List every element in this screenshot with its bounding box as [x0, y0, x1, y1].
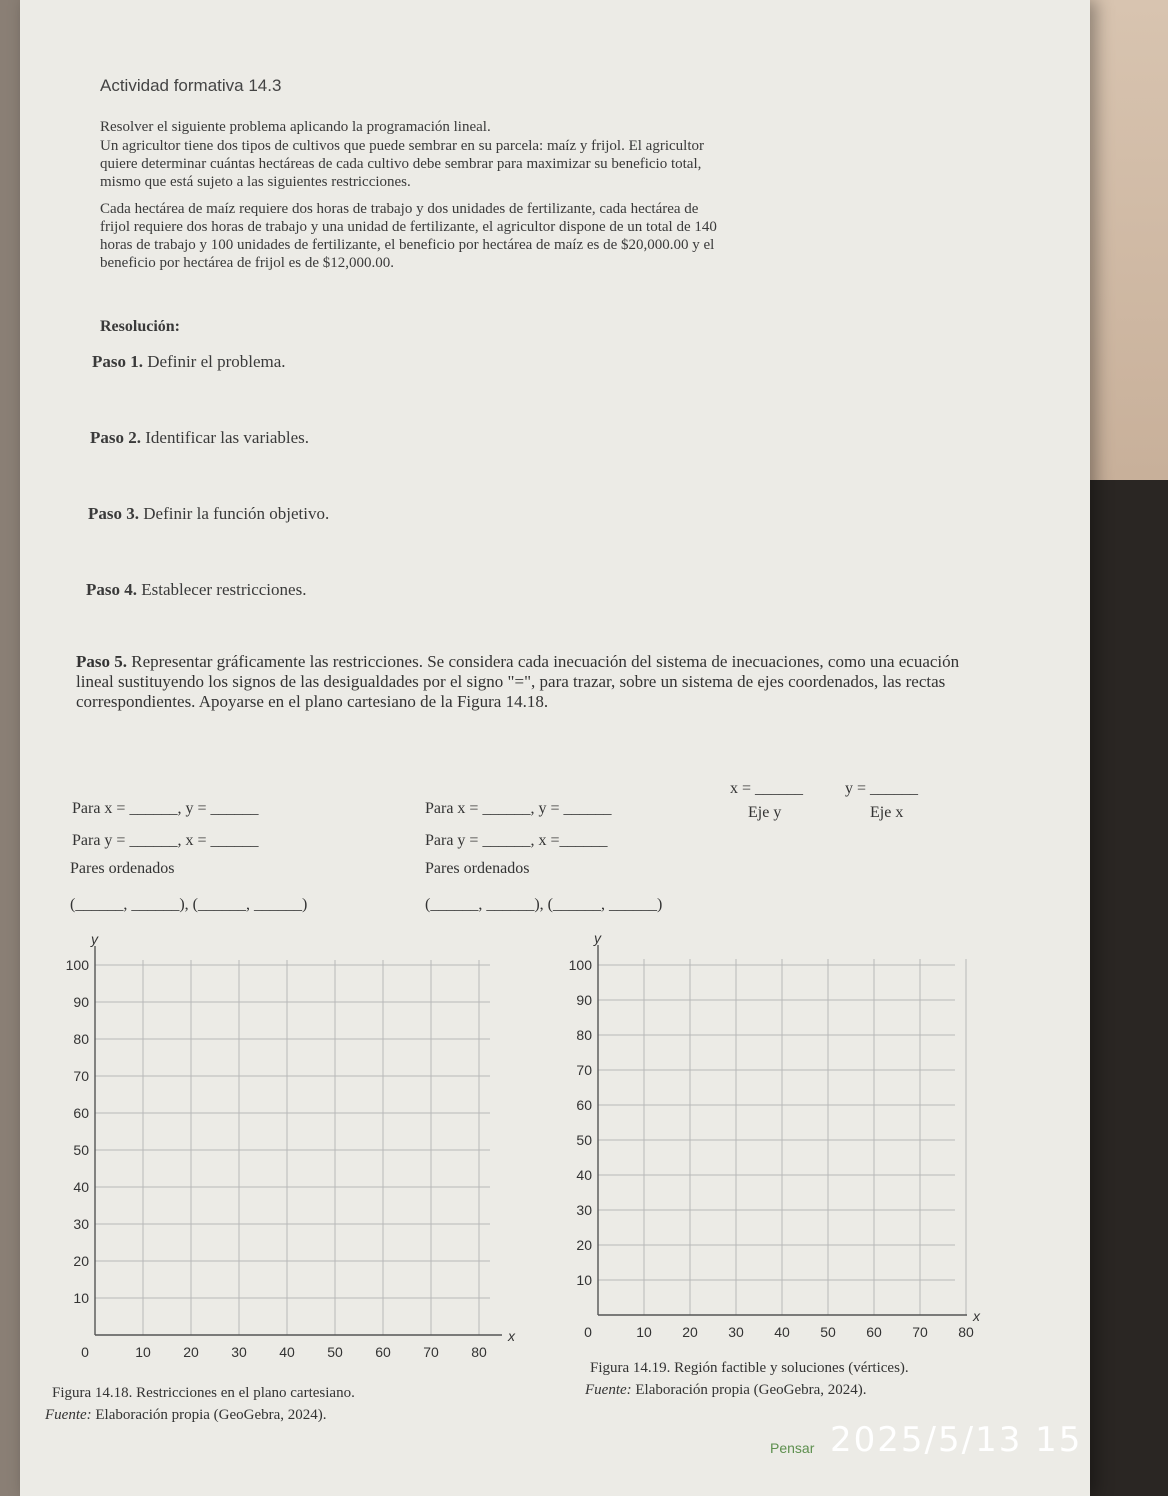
x-tick-label: 70	[423, 1344, 439, 1360]
para-y-blank-2[interactable]: Para y = ______, x =______	[425, 832, 608, 849]
y-tick-label: 70	[576, 1062, 592, 1078]
figure-14-19-caption: Figura 14.19. Región factible y soluciones (vértices).	[590, 1360, 909, 1376]
x-tick-label: 80	[471, 1344, 487, 1360]
figure-14-18-source: Fuente: Elaboración propia (GeoGebra, 2024).	[45, 1407, 327, 1423]
x-tick-label: 70	[912, 1324, 928, 1340]
problem-line: Cada hectárea de maíz requiere dos horas de trabajo y dos unidades de fertilizante, cada hectárea de	[100, 201, 699, 217]
y-tick-label: 50	[73, 1142, 89, 1158]
y-axis-label: y	[91, 931, 98, 947]
y-tick-label: 80	[576, 1027, 592, 1043]
y-tick-label: 80	[73, 1031, 89, 1047]
x-equals-blank[interactable]: x = ______	[730, 780, 804, 797]
y-tick-label: 90	[73, 994, 89, 1010]
pairs-blank-1[interactable]: (______, ______), (______, ______)	[70, 896, 308, 913]
resolucion-heading: Resolución:	[100, 318, 180, 335]
pares-ordenados-2: Pares ordenados	[425, 860, 530, 877]
y-tick-label: 60	[576, 1097, 592, 1113]
para-x-blank-2[interactable]: Para x = ______, y = ______	[425, 800, 612, 817]
eje-x-label: Eje x	[870, 804, 904, 821]
y-tick-label: 100	[65, 957, 89, 973]
figure-14-19-source: Fuente: Elaboración propia (GeoGebra, 2024).	[585, 1382, 867, 1398]
y-tick-label: 60	[73, 1105, 89, 1121]
x-tick-label: 10	[135, 1344, 151, 1360]
problem-line: Un agricultor tiene dos tipos de cultivos que puede sembrar en su parcela: maíz y frijol. El agricultor	[100, 138, 704, 154]
figure-14-18-caption: Figura 14.18. Restricciones en el plano cartesiano.	[52, 1385, 355, 1401]
step-1: Paso 1. Definir el problema.	[92, 352, 286, 371]
y-axis-label: y	[594, 930, 601, 946]
problem-line: beneficio por hectárea de frijol es de $12,000.00.	[100, 255, 395, 271]
x-tick-label: 50	[820, 1324, 836, 1340]
graph-fig-14-18[interactable]	[40, 915, 540, 1385]
footer-text: Pensar	[770, 1440, 815, 1456]
problem-line: quiere determinar cuántas hectáreas de cada cultivo debe sembrar para maximizar su beneficio total,	[100, 156, 702, 172]
x-tick-label: 20	[183, 1344, 199, 1360]
y-tick-label: 40	[73, 1179, 89, 1195]
x-tick-label: 0	[584, 1324, 592, 1340]
activity-title: Actividad formativa 14.3	[100, 76, 282, 95]
problem-line: mismo que está sujeto a las siguientes restricciones.	[100, 174, 411, 190]
x-tick-label: 0	[81, 1344, 89, 1360]
x-tick-label: 60	[375, 1344, 391, 1360]
x-tick-label: 40	[279, 1344, 295, 1360]
y-tick-label: 30	[73, 1216, 89, 1232]
step-3: Paso 3. Definir la función objetivo.	[88, 504, 330, 523]
y-tick-label: 100	[568, 957, 592, 973]
eje-y-label: Eje y	[748, 804, 782, 821]
x-tick-label: 10	[636, 1324, 652, 1340]
pairs-blank-2[interactable]: (______, ______), (______, ______)	[425, 896, 663, 913]
x-tick-label: 60	[866, 1324, 882, 1340]
problem-line: horas de trabajo y 100 unidades de fertilizante, el beneficio por hectárea de maíz es de $20,000.00 y el	[100, 237, 715, 253]
step-2: Paso 2. Identificar las variables.	[90, 428, 310, 447]
photo-timestamp: 2025/5/13 15	[830, 1420, 1083, 1460]
y-tick-label: 20	[73, 1253, 89, 1269]
y-equals-blank[interactable]: y = ______	[845, 780, 919, 797]
x-tick-label: 80	[958, 1324, 974, 1340]
step-4: Paso 4. Establecer restricciones.	[86, 580, 307, 599]
y-tick-label: 90	[576, 992, 592, 1008]
y-tick-label: 30	[576, 1202, 592, 1218]
y-tick-label: 50	[576, 1132, 592, 1148]
y-tick-label: 70	[73, 1068, 89, 1084]
para-x-blank-1[interactable]: Para x = ______, y = ______	[72, 800, 259, 817]
x-axis-label: x	[508, 1328, 515, 1344]
step-5: Paso 5. Representar gráficamente las restricciones. Se considera cada inecuación del sistema de inecuaciones, como una ecuación lineal sustituyendo los signos de las desigualdades por el signo "=", para trazar, sobre un sistema de ejes coordenados, las rectas correspondientes. Apoyarse en el plano cartesiano de la Figura 14.18.	[76, 652, 960, 711]
graph-fig-14-19[interactable]	[540, 915, 1020, 1355]
y-tick-label: 40	[576, 1167, 592, 1183]
x-tick-label: 40	[774, 1324, 790, 1340]
y-tick-label: 20	[576, 1237, 592, 1253]
y-tick-label: 10	[576, 1272, 592, 1288]
intro-text: Resolver el siguiente problema aplicando la programación lineal.	[100, 119, 491, 135]
x-tick-label: 20	[682, 1324, 698, 1340]
x-tick-label: 50	[327, 1344, 343, 1360]
x-tick-label: 30	[231, 1344, 247, 1360]
x-axis-label: x	[973, 1308, 980, 1324]
para-y-blank-1[interactable]: Para y = ______, x = ______	[72, 832, 259, 849]
x-tick-label: 30	[728, 1324, 744, 1340]
problem-line: frijol requiere dos horas de trabajo y una unidad de fertilizante, el agricultor dispone de un total de 140	[100, 219, 717, 235]
y-tick-label: 10	[73, 1290, 89, 1306]
pares-ordenados-1: Pares ordenados	[70, 860, 175, 877]
